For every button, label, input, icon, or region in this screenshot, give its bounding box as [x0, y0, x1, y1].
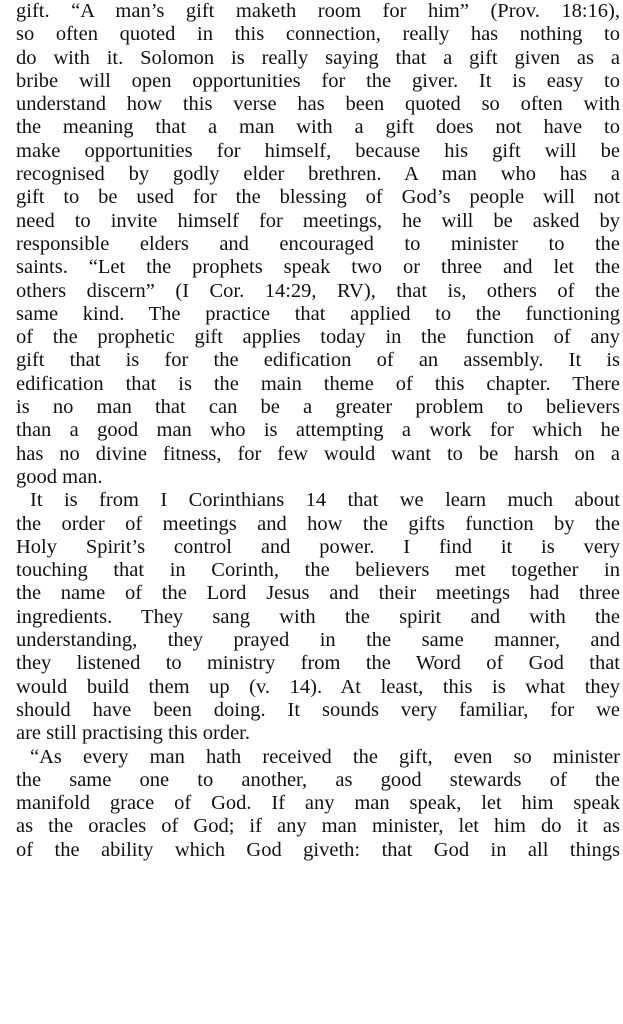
text-line: understanding, they prayed in the same manner, and: [16, 629, 620, 652]
text-line: manifold grace of God. If any man speak, let him speak: [16, 792, 620, 815]
text-line: are still practising this order.: [16, 722, 250, 745]
text-line: gift. “A man’s gift maketh room for him” (Prov. 18:16),: [16, 0, 620, 22]
text-line: touching that in Corinth, the believers met together in: [16, 559, 620, 582]
text-line: so often quoted in this connection, really has nothing to: [16, 23, 620, 46]
text-line: would build them up (v. 14). At least, this is what they: [16, 675, 620, 698]
text-line: the meaning that a man with a gift does not have to: [16, 116, 620, 139]
text-line: responsible elders and encouraged to minister to the: [16, 232, 620, 255]
text-line: Holy Spirit’s control and power. I find it is very: [16, 535, 620, 558]
body-text: [16, 0, 620, 862]
text-line: has no divine fitness, for few would want to be harsh on a: [16, 442, 620, 465]
text-line: “As every man hath received the gift, even so minister: [30, 745, 620, 768]
text-line: saints. “Let the prophets speak two or three and let the: [16, 256, 620, 279]
text-line: do with it. Solomon is really saying that a gift given as a: [16, 46, 620, 69]
text-line: than a good man who is attempting a work for which he: [16, 419, 620, 442]
text-line: understand how this verse has been quoted so often with: [16, 93, 620, 116]
text-line: recognised by godly elder brethren. A man who has a: [16, 163, 620, 186]
text-line: as the oracles of God; if any man minister, let him do it as: [16, 815, 620, 838]
text-line: should have been doing. It sounds very familiar, for we: [16, 698, 620, 721]
text-line: others discern” (I Cor. 14:29, RV), that is, others of the: [16, 279, 620, 302]
text-line: is no man that can be a greater problem to believers: [16, 396, 620, 419]
text-line: It is from I Corinthians 14 that we learn much about: [30, 489, 620, 512]
text-line: edification that is the main theme of this chapter. There: [16, 372, 620, 395]
text-line: the name of the Lord Jesus and their meetings had three: [16, 582, 620, 605]
text-line: gift to be used for the blessing of God’s people will not: [16, 186, 620, 209]
text-line: the same one to another, as good stewards of the: [16, 768, 620, 791]
text-line: make opportunities for himself, because his gift will be: [16, 139, 620, 162]
text-line: need to invite himself for meetings, he will be asked by: [16, 209, 620, 232]
text-line: ingredients. They sang with the spirit and with the: [16, 605, 620, 628]
text-line: bribe will open opportunities for the giver. It is easy to: [16, 69, 620, 92]
text-line: of the ability which God giveth: that God in all things: [16, 838, 620, 861]
text-line: they listened to ministry from the Word of God that: [16, 652, 620, 675]
text-line: good man.: [16, 465, 103, 488]
text-line: same kind. The practice that applied to the functioning: [16, 302, 620, 325]
text-line: of the prophetic gift applies today in the function of any: [16, 326, 620, 349]
text-line: the order of meetings and how the gifts function by the: [16, 512, 620, 535]
text-line: gift that is for the edification of an assembly. It is: [16, 349, 620, 372]
